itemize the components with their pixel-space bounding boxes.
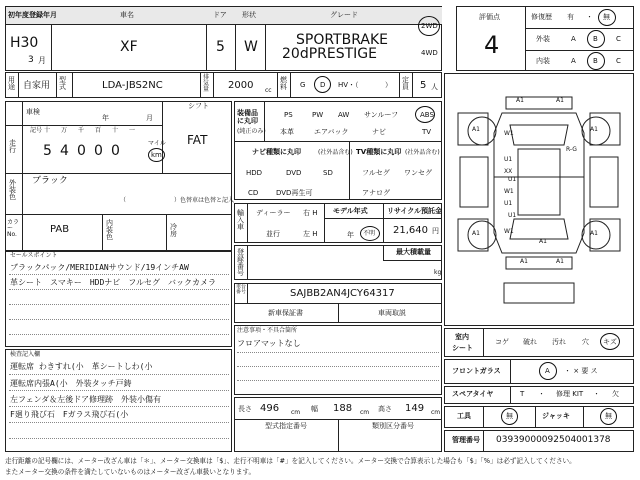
mileage-digit: 4: [60, 143, 69, 159]
import-parallel: 並行: [266, 230, 280, 238]
repair-yes: 有: [567, 13, 574, 21]
inspector-line4: F廻り飛び石 Fガラス飛び石(小: [10, 410, 129, 419]
color-code-label: カラーNo.: [7, 219, 20, 238]
type-label: 型式: [59, 76, 66, 91]
key-label: 冷房: [170, 223, 177, 238]
width-value: 188: [333, 403, 353, 414]
type-value: LDA-JBS2NC: [102, 80, 163, 91]
sheet-koge: コゲ: [495, 338, 509, 346]
height-value: 149: [405, 403, 425, 414]
max-load-label: 最大積載量: [396, 248, 431, 256]
displacement-value: 2000: [228, 80, 254, 91]
length-cm: cm: [291, 409, 301, 416]
door-label: ドア: [213, 11, 227, 19]
equipment-item: サンルーフ: [364, 111, 399, 119]
exterior-label: 外装: [536, 35, 550, 43]
recycle-yen: 円: [432, 227, 439, 235]
mileage-header-cell: 万: [61, 127, 68, 134]
management-label: 管理番号: [452, 436, 480, 444]
type-cert-label: 型式指定番号: [265, 422, 307, 430]
fuel-close: ）: [385, 81, 392, 89]
jack-value: 無: [605, 412, 612, 420]
tv-fullseg: フルセグ: [362, 169, 390, 177]
color-code-value: PAB: [50, 224, 70, 235]
model-label: 車名: [120, 11, 134, 19]
drive-4wd: 4WD: [421, 49, 438, 57]
ext-grade-c: C: [616, 35, 621, 43]
spare-tire-t: T: [520, 390, 525, 398]
model-year-unknown: 不明: [363, 230, 376, 237]
import-label: 輸入車: [237, 209, 244, 231]
width-label: 幅: [311, 405, 318, 413]
vin-value: SAJBB2AN4JCY64317: [290, 288, 395, 299]
model-year-label: モデル年式: [333, 207, 368, 215]
manual-label: 車両取説: [378, 309, 406, 317]
shift-value: FAT: [187, 133, 208, 147]
sheet-ana: 穴: [582, 338, 589, 346]
equipment-item: TV: [422, 128, 432, 136]
equipment-item: ナビ: [372, 128, 386, 136]
interior-label: 内装: [536, 57, 550, 65]
navi-cd: CD: [248, 189, 259, 197]
width-cm: cm: [360, 409, 370, 416]
sheet-yabure: 破れ: [523, 338, 537, 346]
month-value: 3: [28, 55, 34, 65]
sheet-kizu: キズ: [603, 338, 617, 346]
inspector-line1: 運転席 わきすれ(小 革シートしわ(小: [10, 362, 153, 371]
recycle-value: 21,640: [393, 225, 428, 236]
shape-value: W: [244, 39, 258, 55]
door-value: 5: [216, 39, 225, 55]
management-value: 03939000092504001378: [496, 435, 611, 445]
class-label: 類別区分番号: [372, 422, 414, 430]
inspector-label: 検査記入欄: [10, 351, 41, 358]
interior-color-label: 内装色: [106, 219, 113, 241]
int-grade-c: C: [616, 57, 621, 65]
color-value: ブラック: [32, 176, 68, 186]
spare-tire-missing: 欠: [612, 390, 619, 398]
mileage-digit: 0: [111, 143, 120, 159]
navi-sd: SD: [323, 169, 333, 177]
fuel-g: G: [300, 81, 306, 89]
inspector-line2: 運転席内張A(小 外装タッチ戸鋳: [10, 379, 132, 388]
sales-points-label: セールスポイント: [10, 252, 58, 259]
height-label: 高さ: [378, 405, 392, 413]
mileage-header-cell: 十: [112, 127, 119, 134]
capacity-unit: 人: [431, 83, 438, 91]
equipment-label: 装備品に丸印: [237, 109, 258, 125]
mileage-digit: 0: [94, 143, 103, 159]
equipment-item: 本革: [280, 128, 294, 136]
diagram-label: A1: [590, 126, 598, 133]
mileage-digit: 5: [43, 143, 52, 159]
diagram-label: W1: [504, 188, 514, 195]
usage-label: 用途: [8, 76, 15, 91]
navi-label: ナビ種類に丸印: [252, 148, 301, 156]
mileage-header-cell: 一: [129, 127, 136, 134]
capacity-value: 5: [420, 80, 427, 91]
import-dealer: ディーラー: [256, 209, 291, 217]
shift-label: シフト: [188, 102, 209, 110]
diagram-label: A1: [556, 97, 564, 104]
month-unit: 月: [38, 56, 46, 65]
front-glass-a: A: [545, 367, 550, 375]
mileage-header-cell: 百: [95, 127, 102, 134]
km-unit: km: [151, 151, 162, 159]
mileage-header-cell: 十: [44, 127, 51, 134]
vin-label: 車台番号: [236, 284, 247, 295]
diagram-label: W1: [504, 228, 514, 235]
jack-label: ジャッキ: [542, 412, 570, 420]
mileage-digit: 0: [77, 143, 86, 159]
equipment-item: PS: [284, 111, 293, 119]
score-value: 4: [484, 31, 500, 59]
inspection-year-unit: 年: [102, 114, 109, 122]
grade-line1: SPORTBRAKE: [296, 32, 388, 48]
inspection-month-unit: 月: [146, 114, 153, 122]
sales-points-line1: ブラックパック/MERIDIANサウンド/19インチAW: [10, 263, 189, 272]
diagram-label: A1: [539, 238, 547, 245]
notes-value: フロアマットなし: [237, 339, 301, 348]
abs-circle: [415, 106, 435, 123]
length-value: 496: [260, 403, 280, 414]
repair-no: 無: [603, 13, 610, 21]
import-left-hand: 左 H: [303, 230, 318, 238]
interior-sheet-label1: 室内: [455, 333, 469, 341]
navi-hdd: HDD: [246, 169, 263, 177]
diagram-label: A1: [472, 126, 480, 133]
mileage-header-cell: 記号: [30, 127, 43, 134]
recycle-label: リサイクル預託金: [387, 207, 443, 215]
inspection-label: 車検: [26, 108, 40, 116]
score-label: 評価点: [479, 13, 500, 21]
diagram-label: U1: [508, 176, 517, 183]
spare-tire-dot1: ・: [538, 390, 545, 398]
navi-sub: (社外品含む): [318, 149, 353, 156]
diagram-label: U1: [504, 156, 513, 163]
spec-row: [5, 72, 442, 98]
int-grade-a: A: [571, 57, 576, 65]
grade-line2: 20dPRESTIGE: [282, 46, 377, 62]
navi-dvd: DVD: [286, 169, 302, 177]
diagram-label: XX: [504, 168, 513, 175]
car-diagram: [444, 73, 634, 326]
diagram-label: R-G: [566, 146, 577, 153]
tv-oneseg: ワンセグ: [404, 169, 432, 177]
max-load-kg: kg: [434, 269, 442, 276]
ext-grade-b: B: [593, 35, 598, 43]
sheet-yogore: 汚れ: [552, 338, 566, 346]
fuel-label: 燃料: [280, 76, 287, 91]
height-cm: cm: [431, 409, 441, 416]
warranty-label: 新車保証書: [268, 309, 303, 317]
diagram-label: A1: [590, 230, 598, 237]
diagram-label: A1: [516, 97, 524, 104]
equipment-item: AW: [338, 111, 350, 119]
model-year-unit: 年: [347, 231, 354, 239]
reg-year-label: 初年度登録年月: [8, 11, 57, 19]
tools-value: 無: [506, 412, 513, 420]
fuel-d: D: [320, 81, 326, 89]
equipment-item: ABS: [420, 111, 434, 119]
tv-label: TV種類に丸印: [356, 148, 402, 156]
tv-sub: (社外品含む): [405, 149, 440, 156]
footer-line1: 走行距離の記号欄には、メーター改ざん車は「＊」、メーター交換車は「$」、走行不明車は「#」を記入してください。メーター交換で合算表示した場合も「$」「%」は必ず記入してください。: [5, 457, 576, 465]
length-label: 長さ: [238, 405, 252, 413]
footer-line2: またメーター交換の条件を満たしていないものはメーター改ざん車扱いとなります。: [5, 468, 256, 476]
equipment-sub-label: (純正のみ): [237, 128, 266, 135]
diagram-label: A1: [472, 230, 480, 237]
mile-unit: マイル: [148, 140, 166, 147]
diagram-label: U1: [504, 200, 513, 207]
tv-analog: アナログ: [362, 189, 390, 197]
equipment-item: エアバック: [314, 128, 349, 136]
spare-tire-kit: 修理 KIT: [556, 390, 584, 398]
diagram-label: U1: [508, 212, 517, 219]
mileage-label: 走行: [9, 139, 16, 154]
front-glass-x: ・ × 要 ス: [564, 367, 598, 375]
repair-label: 修復歴: [531, 13, 552, 21]
cc-unit: cc: [265, 87, 272, 94]
grade-label: グレード: [330, 11, 358, 19]
spare-tire-dot2: ・: [593, 390, 600, 398]
notes-section: [234, 325, 442, 395]
dot-sep: ・: [586, 13, 593, 21]
shape-label: 形状: [242, 11, 256, 19]
color-note: （ ）色替車は色替と記入: [120, 197, 235, 204]
front-glass-label: フロントガラス: [452, 367, 501, 375]
reg-number-label: 登録番号: [237, 248, 244, 277]
year-value: H30: [10, 35, 39, 51]
navi-dvd-play: DVD再生可: [276, 189, 313, 197]
drive-2wd: 2WD: [421, 22, 438, 30]
diagram-label: A1: [520, 258, 528, 265]
int-grade-b: B: [593, 57, 598, 65]
ext-grade-a: A: [571, 35, 576, 43]
import-right-hand: 右 H: [303, 209, 318, 217]
spare-tire-label: スペアタイヤ: [452, 390, 494, 398]
diagram-label: W1: [504, 130, 514, 137]
capacity-label: 定員: [402, 76, 409, 91]
model-value: XF: [120, 39, 138, 55]
equipment-item: PW: [312, 111, 324, 119]
sales-points-line2: 革シート スマキー HDDナビ フルセグ バックカメラ: [10, 278, 216, 287]
color-label: 外装色: [9, 179, 16, 201]
interior-sheet-label2: シート: [452, 344, 473, 352]
usage-value: 自家用: [23, 81, 51, 91]
tools-label: 工具: [457, 412, 471, 420]
notes-label: 注意事項・不具合箇所: [237, 327, 298, 334]
mileage-header-cell: 千: [78, 127, 85, 134]
fuel-hv: HV・（: [338, 81, 359, 89]
displacement-label: 排気量: [203, 74, 210, 93]
inspector-line3: 左フェンダ＆左後ドア修理跡 外装小傷有: [10, 395, 162, 404]
diagram-label: A1: [556, 258, 564, 265]
